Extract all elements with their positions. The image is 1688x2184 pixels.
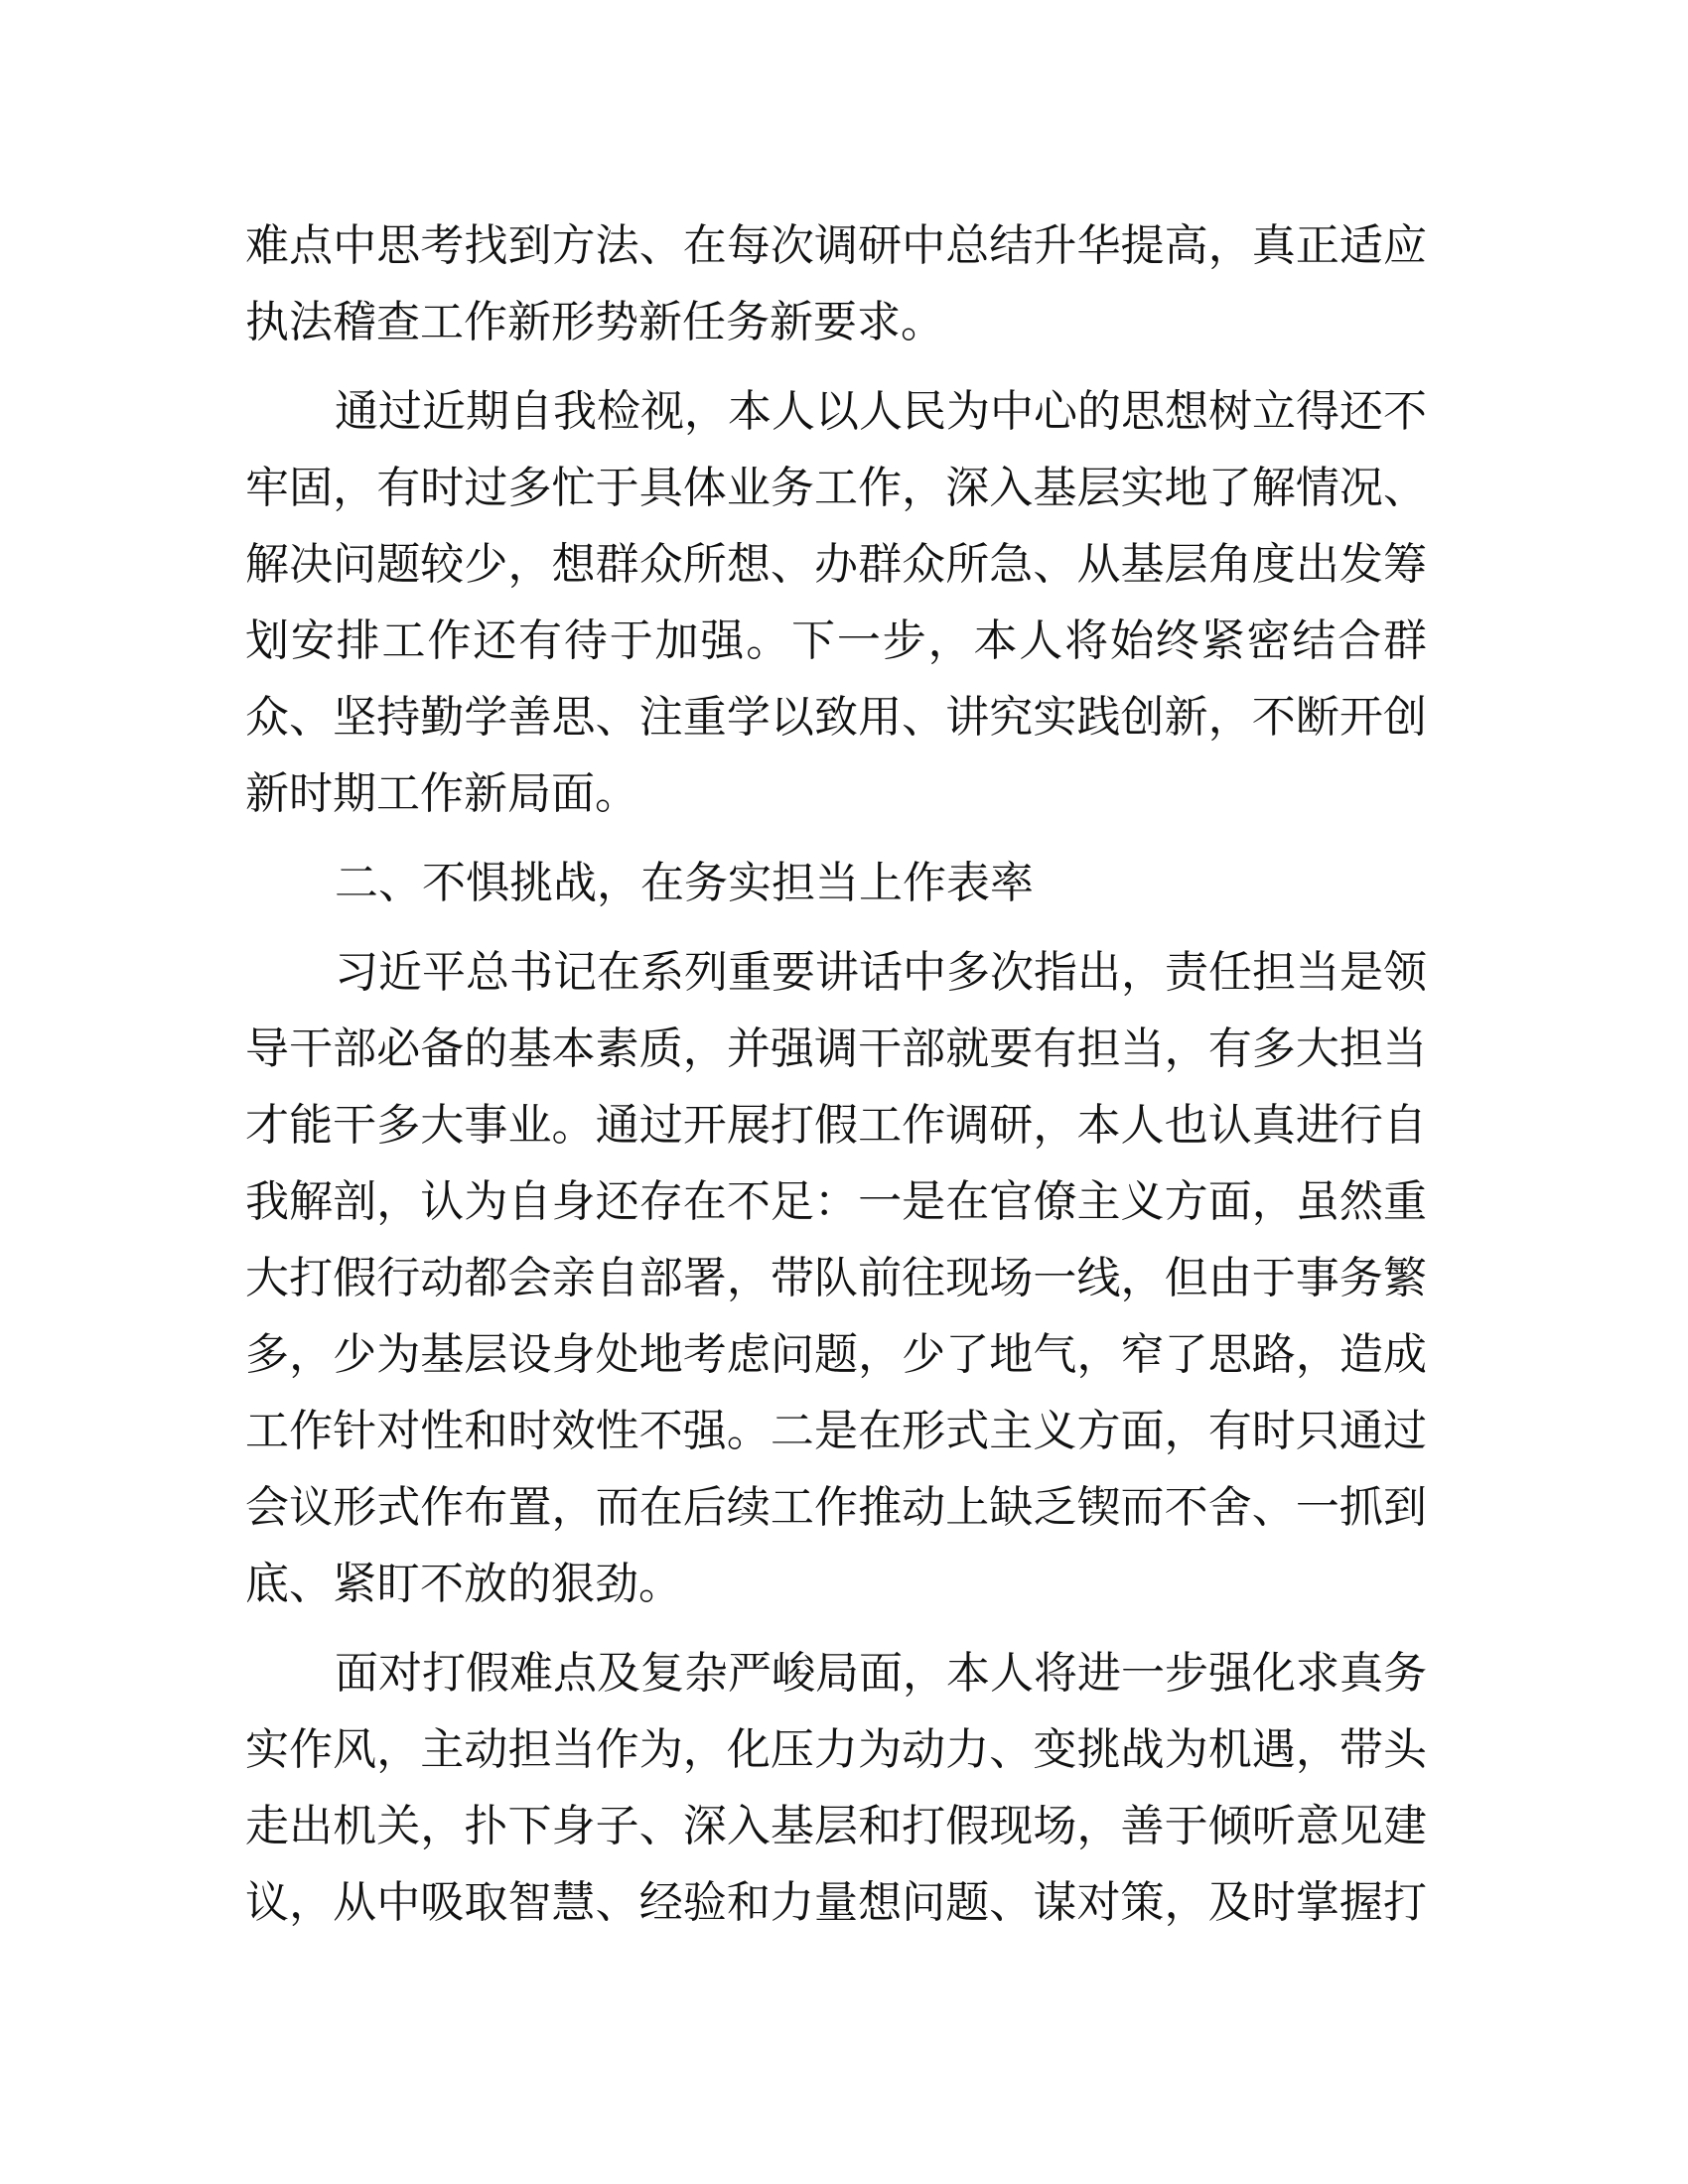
text-line: 实作风，主动担当作为，化压力为动力、变挑战为机遇，带头 [245, 1724, 1427, 1775]
text-line: 多，少为基层设身处地考虑问题，少了地气，窄了思路，造成 [245, 1329, 1427, 1380]
text-line: 众、坚持勤学善思、注重学以致用、讲究实践创新，不断开创 [245, 692, 1427, 743]
text-line: 会议形式作布置，而在后续工作推动上缺乏锲而不舍、一抓到 [245, 1482, 1427, 1533]
text-line: 通过近期自我检视，本人以人民为中心的思想树立得还不 [335, 386, 1427, 437]
text-line: 新时期工作新局面。 [245, 768, 638, 819]
text-line: 我解剖，认为自身还存在不足：一是在官僚主义方面，虽然重 [245, 1176, 1427, 1227]
text-line: 习近平总书记在系列重要讲话中多次指出，责任担当是领 [335, 947, 1427, 998]
text-line: 议，从中吸取智慧、经验和力量想问题、谋对策，及时掌握打 [245, 1877, 1427, 1928]
paragraph-continuation [245, 207, 1427, 360]
paragraph-self-review [245, 373, 1427, 832]
text-line: 面对打假难点及复杂严峻局面，本人将进一步强化求真务 [335, 1648, 1427, 1699]
text-line: 才能干多大事业。通过开展打假工作调研，本人也认真进行自 [245, 1100, 1427, 1151]
paragraph-responsibility [245, 934, 1427, 1622]
section-heading [245, 845, 1427, 921]
text-line: 划安排工作还有待于加强。下一步，本人将始终紧密结合群 [245, 615, 1427, 666]
text-line: 牢固，有时过多忙于具体业务工作，深入基层实地了解情况、 [245, 463, 1427, 513]
heading-text: 二、不惧挑战，在务实担当上作表率 [335, 858, 1034, 908]
text-line: 导干部必备的基本素质，并强调干部就要有担当，有多大担当 [245, 1024, 1427, 1074]
text-line: 走出机关，扑下身子、深入基层和打假现场，善于倾听意见建 [245, 1801, 1427, 1851]
document-page [245, 207, 1427, 1941]
text-line: 难点中思考找到方法、在每次调研中总结升华提高，真正适应 [245, 220, 1427, 271]
paragraph-action-plan [245, 1635, 1427, 1941]
text-line: 大打假行动都会亲自部署，带队前往现场一线，但由于事务繁 [245, 1253, 1427, 1303]
text-line: 底、紧盯不放的狠劲。 [245, 1559, 682, 1609]
text-line: 工作针对性和时效性不强。二是在形式主义方面，有时只通过 [245, 1406, 1427, 1456]
text-line: 执法稽查工作新形势新任务新要求。 [245, 297, 944, 347]
text-line: 解决问题较少，想群众所想、办群众所急、从基层角度出发筹 [245, 539, 1427, 590]
